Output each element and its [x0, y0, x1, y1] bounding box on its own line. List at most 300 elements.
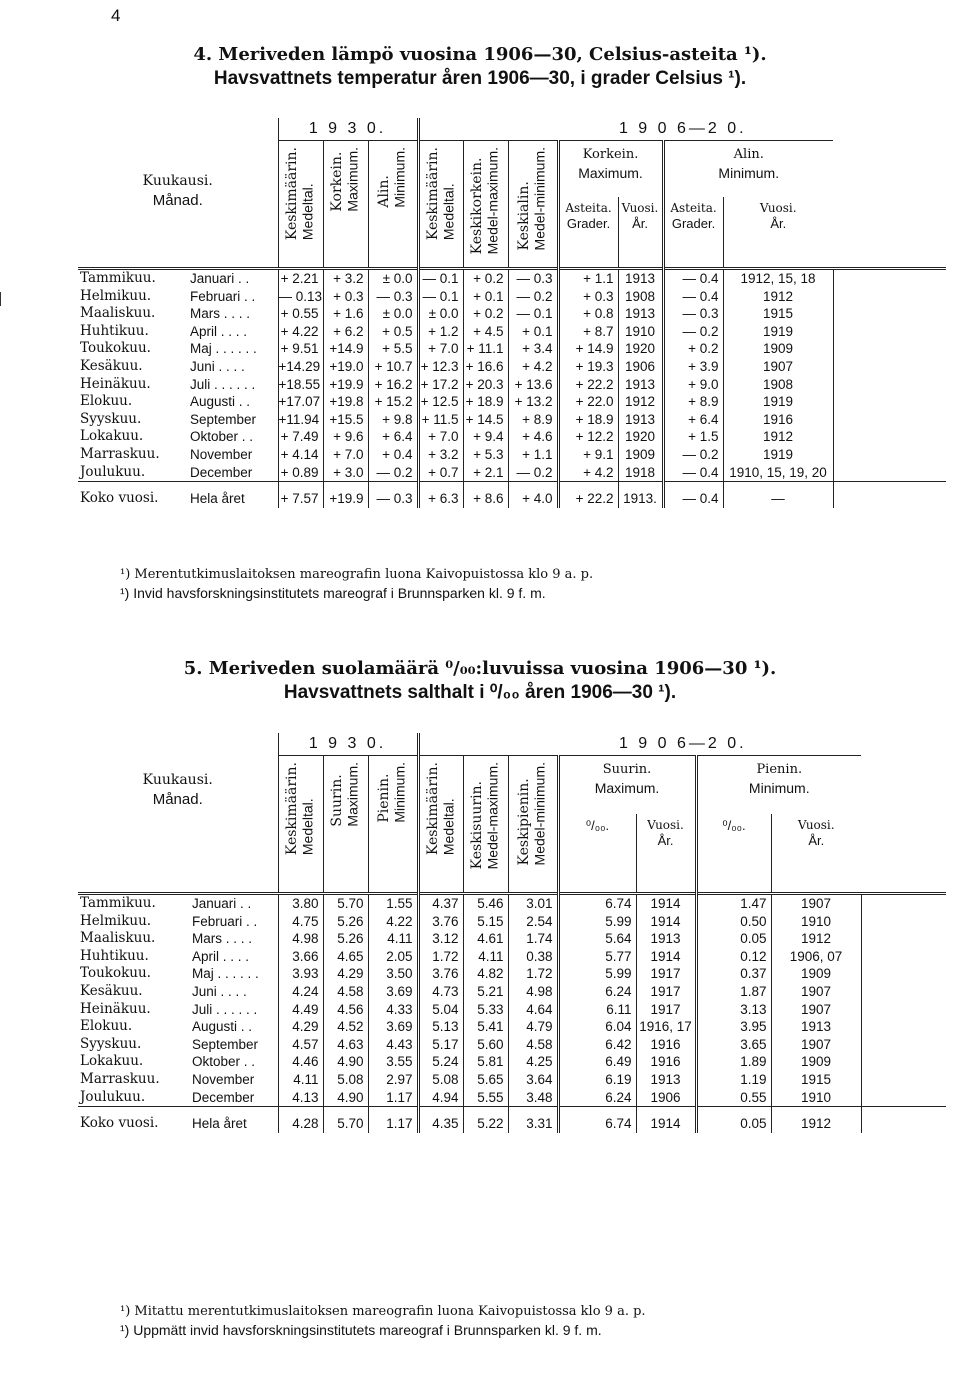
- sub-head-permille: ⁰/₀₀.: [558, 814, 636, 894]
- month-head-fi: Kuukausi.: [142, 772, 213, 788]
- table-cell: 3.50: [368, 965, 418, 983]
- table-cell: 0.05: [696, 930, 771, 948]
- table-cell: 1913: [771, 1018, 861, 1036]
- table-cell: 4.63: [323, 1036, 368, 1054]
- spacer-cell: [861, 1053, 946, 1071]
- table-cell: 1913: [618, 376, 663, 394]
- temperature-table: [78, 118, 946, 508]
- spacer-cell: [861, 948, 946, 966]
- max-group-head: Korkein. Maximum.: [558, 141, 663, 198]
- table-cell: + 12.2: [558, 428, 618, 446]
- table-cell: 1907: [771, 983, 861, 1001]
- row-label-fi: Kesäkuu.: [80, 357, 143, 374]
- table-cell: + 15.2: [368, 393, 418, 411]
- spacer-cell: [833, 340, 946, 358]
- table-cell: — 0.3: [508, 269, 558, 288]
- table-cell: 4.43: [368, 1036, 418, 1054]
- month-head-sv: Månad.: [152, 790, 203, 808]
- table-cell: + 0.2: [663, 340, 723, 358]
- row-label-fi: Lokakuu.: [80, 428, 144, 445]
- table1-title: [0, 44, 960, 90]
- spacer-cell: [833, 305, 946, 323]
- table-cell: 5.99: [558, 965, 636, 983]
- table-cell: 5.08: [418, 1071, 463, 1089]
- table-cell: + 22.0: [558, 393, 618, 411]
- table-cell: 6.42: [558, 1036, 636, 1054]
- table-row: [78, 965, 946, 983]
- table-row: [78, 340, 946, 358]
- table-cell: 2.54: [508, 913, 558, 931]
- table-cell: + 8.9: [663, 393, 723, 411]
- table-cell: 1906: [636, 1089, 696, 1107]
- table-cell: — 0.4: [663, 482, 723, 509]
- row-label-sv: Hela året: [188, 482, 278, 509]
- table-cell: 1917: [636, 965, 696, 983]
- table-cell: 5.41: [463, 1018, 508, 1036]
- spacer-cell: [833, 482, 946, 509]
- table-cell: 1915: [771, 1071, 861, 1089]
- table-cell: 6.74: [558, 1107, 636, 1134]
- table-cell: 1913: [618, 305, 663, 323]
- row-label-fi: Toukokuu.: [80, 965, 151, 982]
- table-cell: 1913: [636, 1071, 696, 1089]
- table-row: [78, 446, 946, 464]
- table-cell: 1909: [618, 446, 663, 464]
- table-cell: — 0.1: [508, 305, 558, 323]
- row-label-sv: Maj . . . . . .: [190, 341, 257, 357]
- row-label-fi: Syyskuu.: [80, 410, 142, 427]
- row-label-sv: April . . . .: [190, 323, 248, 339]
- table-cell: 1907: [771, 1036, 861, 1054]
- table-cell: 4.11: [368, 930, 418, 948]
- row-label-sv: September: [190, 411, 257, 427]
- table-cell: 0.55: [696, 1089, 771, 1107]
- table-cell: + 4.0: [508, 482, 558, 509]
- table-cell: 4.56: [323, 1001, 368, 1019]
- table-row: [78, 1036, 946, 1054]
- total-row: [78, 482, 946, 509]
- table-cell: 6.04: [558, 1018, 636, 1036]
- row-label-sv: Augusti . .: [190, 394, 251, 410]
- table-cell: — 0.13: [278, 288, 323, 304]
- table-cell: 5.46: [463, 894, 508, 913]
- table-cell: 0.37: [696, 965, 771, 983]
- table-cell: 1920: [618, 428, 663, 446]
- row-label-fi: Heinäkuu.: [80, 375, 151, 392]
- table-cell: 1907: [771, 894, 861, 913]
- table-cell: 1912, 15, 18: [723, 269, 833, 288]
- table-cell: +14.29: [278, 358, 323, 376]
- table-cell: 1.17: [368, 1089, 418, 1107]
- table-cell: 6.19: [558, 1071, 636, 1089]
- min-group-head: Alin. Minimum.: [663, 141, 833, 198]
- row-label-fi: Marraskuu.: [80, 445, 160, 462]
- row-label-fi: Toukokuu.: [80, 340, 151, 357]
- row-label-fi: Tammikuu.: [78, 894, 190, 913]
- table-cell: 1913.: [618, 482, 663, 509]
- table-cell: + 3.2: [418, 446, 463, 464]
- table-cell: +19.0: [323, 358, 368, 376]
- table-cell: 1915: [723, 305, 833, 323]
- table-cell: 3.95: [696, 1018, 771, 1036]
- table-cell: 5.24: [418, 1053, 463, 1071]
- table-cell: 3.01: [508, 894, 558, 913]
- table-row: [78, 269, 946, 288]
- table-cell: +11.94: [278, 411, 323, 429]
- table-row: [78, 1018, 946, 1036]
- salinity-table-body: [78, 894, 946, 1134]
- spacer-cell: [861, 1018, 946, 1036]
- row-label-fi: Marraskuu.: [80, 1070, 160, 1087]
- table-cell: 1.74: [508, 930, 558, 948]
- row-label-fi: Huhtikuu.: [80, 947, 149, 964]
- table-cell: 1914: [636, 948, 696, 966]
- row-label-fi: Lokakuu.: [80, 1053, 144, 1070]
- row-label-fi: Elokuu.: [80, 1018, 133, 1035]
- col-head: Keskimäärin. Medeltal.: [278, 141, 323, 269]
- table-cell: + 7.0: [418, 428, 463, 446]
- spacer-cell: [833, 428, 946, 446]
- table-cell: + 0.5: [368, 323, 418, 341]
- table-cell: 1912: [771, 1107, 861, 1134]
- table-cell: + 0.8: [558, 305, 618, 323]
- spacer-cell: [833, 358, 946, 376]
- table-cell: — 0.4: [663, 288, 723, 306]
- row-label-fi: Tammikuu.: [78, 269, 188, 288]
- margin-mark: [0, 292, 1, 306]
- table-cell: 4.75: [278, 913, 323, 931]
- col-head: Korkein. Maximum.: [323, 141, 368, 269]
- table-cell: 6.49: [558, 1053, 636, 1071]
- table-cell: + 6.2: [323, 323, 368, 341]
- table-cell: 1910: [771, 913, 861, 931]
- row-label-sv: November: [192, 1071, 255, 1087]
- row-label-sv: Oktober . .: [192, 1054, 256, 1070]
- table-cell: 1.87: [696, 983, 771, 1001]
- table-cell: 5.99: [558, 913, 636, 931]
- table-cell: 6.24: [558, 983, 636, 1001]
- row-label-sv: Augusti . .: [192, 1019, 253, 1035]
- table-cell: 4.79: [508, 1018, 558, 1036]
- sub-head-permille: ⁰/₀₀.: [696, 814, 771, 894]
- table-cell: + 8.9: [508, 411, 558, 429]
- table-cell: 5.33: [463, 1001, 508, 1019]
- table2-title-sv: Havsvattnets salthalt i ⁰/₀₀ åren 1906—30 ¹).: [283, 681, 677, 703]
- table-cell: 4.65: [323, 948, 368, 966]
- table-cell: 3.76: [418, 965, 463, 983]
- table-cell: 4.13: [278, 1089, 323, 1107]
- spacer-cell: [861, 1071, 946, 1089]
- col-head: Pienin. Minimum.: [368, 756, 418, 894]
- salinity-table: [78, 733, 946, 1133]
- table-cell: 6.11: [558, 1001, 636, 1019]
- table-cell: 1916: [636, 1053, 696, 1071]
- table-cell: 4.37: [418, 894, 463, 913]
- table-row: [78, 288, 946, 306]
- row-label-fi: Joulukuu.: [80, 463, 146, 480]
- table-cell: — 0.1: [418, 269, 463, 288]
- table-cell: 5.77: [558, 948, 636, 966]
- table-cell: 5.04: [418, 1001, 463, 1019]
- table-cell: + 3.2: [323, 269, 368, 288]
- spacer-cell: [861, 894, 946, 913]
- table-cell: + 3.0: [323, 464, 368, 482]
- table-cell: 2.05: [368, 948, 418, 966]
- table-cell: + 8.6: [463, 482, 508, 509]
- row-label-fi: Helmikuu.: [80, 287, 152, 304]
- sub-head-year: Vuosi. År.: [723, 197, 833, 269]
- row-label-sv: Oktober . .: [190, 429, 254, 445]
- table-cell: + 0.2: [463, 305, 508, 323]
- table-cell: + 4.22: [278, 323, 323, 341]
- table-cell: + 5.3: [463, 446, 508, 464]
- table-cell: — 0.3: [368, 288, 418, 306]
- col-head: Keskimäärin. Medeltal.: [418, 141, 463, 269]
- table-row: [78, 1071, 946, 1089]
- table-row: [78, 894, 946, 913]
- page-number: 4: [111, 6, 121, 25]
- table-row: [78, 1053, 946, 1071]
- spacer-cell: [833, 411, 946, 429]
- table-row: [78, 913, 946, 931]
- table-cell: + 12.3: [418, 358, 463, 376]
- table-cell: + 5.5: [368, 340, 418, 358]
- spacer-cell: [833, 464, 946, 482]
- row-label-fi: Koko vuosi.: [78, 1107, 190, 1134]
- table-cell: +19.9: [323, 482, 368, 509]
- table-cell: 1910: [618, 323, 663, 341]
- table-cell: — 0.3: [663, 305, 723, 323]
- table1-footnote-sv: ¹) Invid havsforskningsinstitutets mareograf i Brunnsparken kl. 9 f. m.: [120, 584, 546, 601]
- row-label-sv: Januari . .: [190, 894, 278, 913]
- table-cell: 1914: [636, 913, 696, 931]
- table-cell: 4.35: [418, 1107, 463, 1134]
- spacer-cell: [861, 983, 946, 1001]
- table2-footnotes: [120, 1304, 646, 1339]
- sub-head-year: Vuosi. År.: [771, 814, 861, 894]
- total-row: [78, 1107, 946, 1134]
- col-head: Keskikorkein. Medel-maximum.: [463, 141, 508, 269]
- table-cell: 4.98: [278, 930, 323, 948]
- row-label-sv: Februari . .: [192, 913, 258, 929]
- table-cell: ± 0.0: [418, 305, 463, 323]
- table-cell: 4.46: [278, 1053, 323, 1071]
- table-cell: 4.11: [278, 1071, 323, 1089]
- table1-title-sv: Havsvattnets temperatur åren 1906—30, i grader Celsius ¹).: [213, 67, 747, 89]
- row-label-sv: Juli . . . . . .: [190, 376, 256, 392]
- table-cell: + 3.4: [508, 340, 558, 358]
- table-cell: 5.22: [463, 1107, 508, 1134]
- spacer-cell: [833, 376, 946, 394]
- table-cell: 4.94: [418, 1089, 463, 1107]
- table-cell: 3.66: [278, 948, 323, 966]
- table-cell: 1910, 15, 19, 20: [723, 464, 833, 482]
- table-cell: + 0.7: [418, 464, 463, 482]
- table-cell: + 7.0: [418, 340, 463, 358]
- table-cell: 5.17: [418, 1036, 463, 1054]
- row-label-sv: December: [190, 464, 253, 480]
- spacer-cell: [833, 269, 946, 288]
- table-cell: 4.82: [463, 965, 508, 983]
- spacer-cell: [833, 446, 946, 464]
- table-cell: 1912: [618, 393, 663, 411]
- table-cell: + 1.6: [323, 305, 368, 323]
- table-cell: 4.58: [323, 983, 368, 1001]
- table-cell: 3.31: [508, 1107, 558, 1134]
- table-cell: 4.73: [418, 983, 463, 1001]
- table-cell: + 1.2: [418, 323, 463, 341]
- min-group-head: Pienin. Minimum.: [696, 756, 861, 815]
- table1-footnote-fi: ¹) Merentutkimuslaitoksen mareografin luona Kaivopuistossa klo 9 a. p.: [120, 567, 594, 582]
- table-cell: 6.74: [558, 894, 636, 913]
- table-cell: 5.15: [463, 913, 508, 931]
- table-cell: — 0.3: [368, 482, 418, 509]
- table-row: [78, 930, 946, 948]
- table-cell: 1914: [636, 894, 696, 913]
- period-range: 1 9 0 6—2 0.: [418, 733, 946, 756]
- table-cell: 5.65: [463, 1071, 508, 1089]
- row-label-fi: Helmikuu.: [80, 912, 152, 929]
- table-cell: 4.29: [323, 965, 368, 983]
- table-cell: 1918: [618, 464, 663, 482]
- table-cell: 0.50: [696, 913, 771, 931]
- table2-footnote-sv: ¹) Uppmätt invid havsforskningsinstitutets mareograf i Brunnsparken kl. 9 f. m.: [120, 1321, 602, 1338]
- table-cell: + 7.57: [278, 482, 323, 509]
- table-cell: + 0.3: [323, 288, 368, 306]
- table-cell: + 16.6: [463, 358, 508, 376]
- table-cell: +19.9: [323, 376, 368, 394]
- table-cell: 5.64: [558, 930, 636, 948]
- table-cell: — 0.4: [663, 269, 723, 288]
- table-cell: + 2.1: [463, 464, 508, 482]
- table-cell: 1.72: [508, 965, 558, 983]
- table-cell: 1913: [618, 411, 663, 429]
- table-cell: + 7.0: [323, 446, 368, 464]
- table-cell: 1919: [723, 323, 833, 341]
- table-cell: +14.9: [323, 340, 368, 358]
- table-cell: + 16.2: [368, 376, 418, 394]
- table-cell: 5.55: [463, 1089, 508, 1107]
- table-cell: + 8.7: [558, 323, 618, 341]
- row-label-fi: Huhtikuu.: [80, 322, 149, 339]
- row-label-sv: Februari . .: [190, 288, 256, 304]
- table-row: [78, 305, 946, 323]
- table-cell: 1913: [618, 269, 663, 288]
- table-cell: 1912: [723, 288, 833, 306]
- table-cell: 5.26: [323, 913, 368, 931]
- table-cell: + 6.3: [418, 482, 463, 509]
- table-row: [78, 948, 946, 966]
- table-cell: + 0.55: [278, 305, 323, 323]
- table-cell: 3.93: [278, 965, 323, 983]
- table-cell: + 7.49: [278, 428, 323, 446]
- table-cell: 4.57: [278, 1036, 323, 1054]
- table-cell: 4.64: [508, 1001, 558, 1019]
- table-cell: 4.61: [463, 930, 508, 948]
- table-cell: + 19.3: [558, 358, 618, 376]
- table-cell: 1912: [771, 930, 861, 948]
- col-head: Keskimäärin. Medeltal.: [278, 756, 323, 894]
- table-cell: 5.81: [463, 1053, 508, 1071]
- table-cell: 1.89: [696, 1053, 771, 1071]
- table-cell: + 11.5: [418, 411, 463, 429]
- row-label-fi: Syyskuu.: [80, 1035, 142, 1052]
- table-cell: + 4.2: [508, 358, 558, 376]
- table-cell: + 0.2: [463, 269, 508, 288]
- table-cell: 5.21: [463, 983, 508, 1001]
- table1-footnotes: [120, 567, 593, 602]
- table-cell: 4.25: [508, 1053, 558, 1071]
- row-label-fi: Maaliskuu.: [80, 305, 156, 322]
- spacer-cell: [833, 323, 946, 341]
- temperature-table-header: [78, 118, 946, 269]
- table-cell: 1919: [723, 446, 833, 464]
- table-cell: + 6.4: [368, 428, 418, 446]
- table-cell: + 9.4: [463, 428, 508, 446]
- table-cell: 1909: [723, 340, 833, 358]
- table-cell: 1.19: [696, 1071, 771, 1089]
- temperature-table-body: [78, 269, 946, 509]
- table-cell: 3.80: [278, 894, 323, 913]
- row-label-fi: Elokuu.: [80, 393, 133, 410]
- table-cell: 3.12: [418, 930, 463, 948]
- table-cell: 1917: [636, 1001, 696, 1019]
- table-cell: + 22.2: [558, 376, 618, 394]
- table-cell: 3.64: [508, 1071, 558, 1089]
- table-row: [78, 428, 946, 446]
- table-cell: + 14.5: [463, 411, 508, 429]
- table-cell: 4.22: [368, 913, 418, 931]
- table-cell: 4.33: [368, 1001, 418, 1019]
- table-cell: 3.69: [368, 983, 418, 1001]
- table-row: [78, 1089, 946, 1107]
- spacer-cell: [861, 1089, 946, 1107]
- spacer-cell: [861, 930, 946, 948]
- table-cell: 5.26: [323, 930, 368, 948]
- table-cell: 1.55: [368, 894, 418, 913]
- max-group-head: Suurin. Maximum.: [558, 756, 696, 815]
- table-cell: 1906: [618, 358, 663, 376]
- table-row: [78, 411, 946, 429]
- row-label-fi: Joulukuu.: [80, 1088, 146, 1105]
- table-cell: — 0.2: [508, 288, 558, 306]
- table-cell: — 0.2: [368, 464, 418, 482]
- table-row: [78, 464, 946, 482]
- table-cell: 1917: [636, 983, 696, 1001]
- table-row: [78, 323, 946, 341]
- salinity-table-header: [78, 733, 946, 894]
- table-cell: +17.07: [278, 393, 323, 411]
- table-cell: 4.49: [278, 1001, 323, 1019]
- table-cell: 4.11: [463, 948, 508, 966]
- table-cell: 4.98: [508, 983, 558, 1001]
- table-row: [78, 1001, 946, 1019]
- table-cell: + 13.6: [508, 376, 558, 394]
- table-cell: 5.08: [323, 1071, 368, 1089]
- table-cell: + 0.4: [368, 446, 418, 464]
- table2-footnote-fi: ¹) Mitattu merentutkimuslaitoksen mareografin luona Kaivopuistossa klo 9 a. p.: [120, 1304, 646, 1319]
- spacer-cell: [861, 913, 946, 931]
- table-cell: + 22.2: [558, 482, 618, 509]
- row-label-sv: December: [192, 1089, 255, 1105]
- table-cell: + 17.2: [418, 376, 463, 394]
- table-cell: 1910: [771, 1089, 861, 1107]
- table-cell: 5.70: [323, 894, 368, 913]
- table-cell: 2.97: [368, 1071, 418, 1089]
- row-label-sv: Mars . . . .: [190, 306, 251, 322]
- table-cell: + 4.6: [508, 428, 558, 446]
- table-cell: ± 0.0: [368, 305, 418, 323]
